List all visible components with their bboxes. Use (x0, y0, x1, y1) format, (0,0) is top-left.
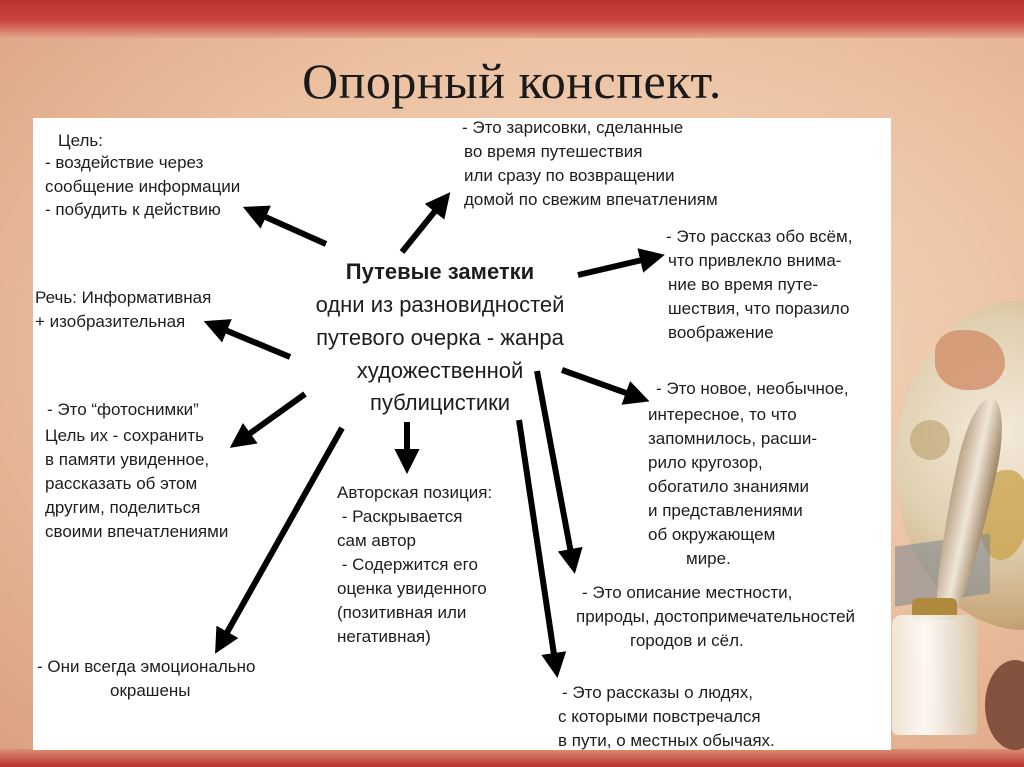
new-line: и представлениями (648, 501, 803, 520)
arrow-to-emotional (220, 428, 342, 645)
photos-line: в памяти увиденное, (45, 450, 210, 469)
people-line: в пути, о местных обычаях. (558, 731, 775, 750)
arrow-to-photos (238, 394, 305, 442)
new-line: рило кругозор, (648, 453, 763, 472)
photos-line: - Это “фотоснимки” (47, 400, 199, 419)
photos-line: другим, поделиться (45, 498, 201, 517)
story-line: шествия, что поразило (668, 299, 850, 318)
people-line: - Это рассказы о людях, (562, 683, 753, 702)
place-line: городов и сёл. (630, 631, 744, 650)
place-line: - Это описание местности, (582, 583, 793, 602)
place-line: природы, достопримечательностей (576, 607, 856, 626)
new-line: интересное, то что (648, 405, 797, 424)
sketches-line: или сразу по возвращении (464, 166, 675, 185)
new-line: запомнилось, расши- (648, 429, 818, 448)
emotional-line: окрашены (110, 681, 191, 700)
author-line: (позитивная или (337, 603, 467, 622)
arrow-to-speech (213, 325, 290, 357)
author-line: негативная) (337, 627, 431, 646)
new-line: мире. (686, 549, 731, 568)
photos-line: рассказать об этом (45, 474, 198, 493)
photos-line: своими впечатлениями (45, 522, 229, 541)
people-line: с которыми повстречался (558, 707, 761, 726)
arrow-to-story (578, 257, 655, 275)
story-line: воображение (668, 323, 774, 342)
goal-line: - воздействие через (45, 153, 204, 172)
author-line: сам автор (337, 531, 416, 550)
center-line: публицистики (369, 390, 511, 415)
goal-line: сообщение информации (45, 177, 241, 196)
arrow-to-sketches (402, 200, 444, 252)
goal-line: Цель: (58, 131, 103, 150)
speech-line: + изобразительная (35, 312, 186, 331)
arrow-to-new (562, 370, 640, 398)
sketches-line: - Это зарисовки, сделанные (462, 118, 684, 137)
center-line: одни из разновидностей (315, 292, 565, 317)
speech-line: Речь: Информативная (35, 288, 212, 307)
author-line: Авторская позиция: (337, 483, 493, 502)
goal-line: - побудить к действию (45, 200, 221, 219)
photos-line: Цель их - сохранить (45, 426, 204, 445)
slide-title: Опорный конспект. (302, 53, 722, 109)
new-line: об окружающем (648, 525, 776, 544)
sketches-line: домой по свежим впечатлениям (464, 190, 718, 209)
author-line: - Содержится его (337, 555, 478, 574)
story-line: ние во время путе- (668, 275, 819, 294)
story-line: - Это рассказ обо всём, (666, 227, 853, 246)
emotional-line: - Они всегда эмоционально (37, 657, 256, 676)
center-line: путевого очерка - жанра (316, 325, 564, 350)
center-line: художественной (356, 358, 524, 383)
sketches-line: во время путешествия (464, 142, 643, 161)
arrow-to-goal (252, 211, 326, 244)
center-heading: Путевые заметки (345, 259, 535, 284)
story-line: что привлекло внима- (668, 251, 842, 270)
new-line: обогатило знаниями (648, 477, 810, 496)
author-line: оценка увиденного (337, 579, 487, 598)
arrow-to-place (537, 371, 573, 564)
author-line: - Раскрывается (337, 507, 463, 526)
new-line: - Это новое, необычное, (656, 379, 849, 398)
